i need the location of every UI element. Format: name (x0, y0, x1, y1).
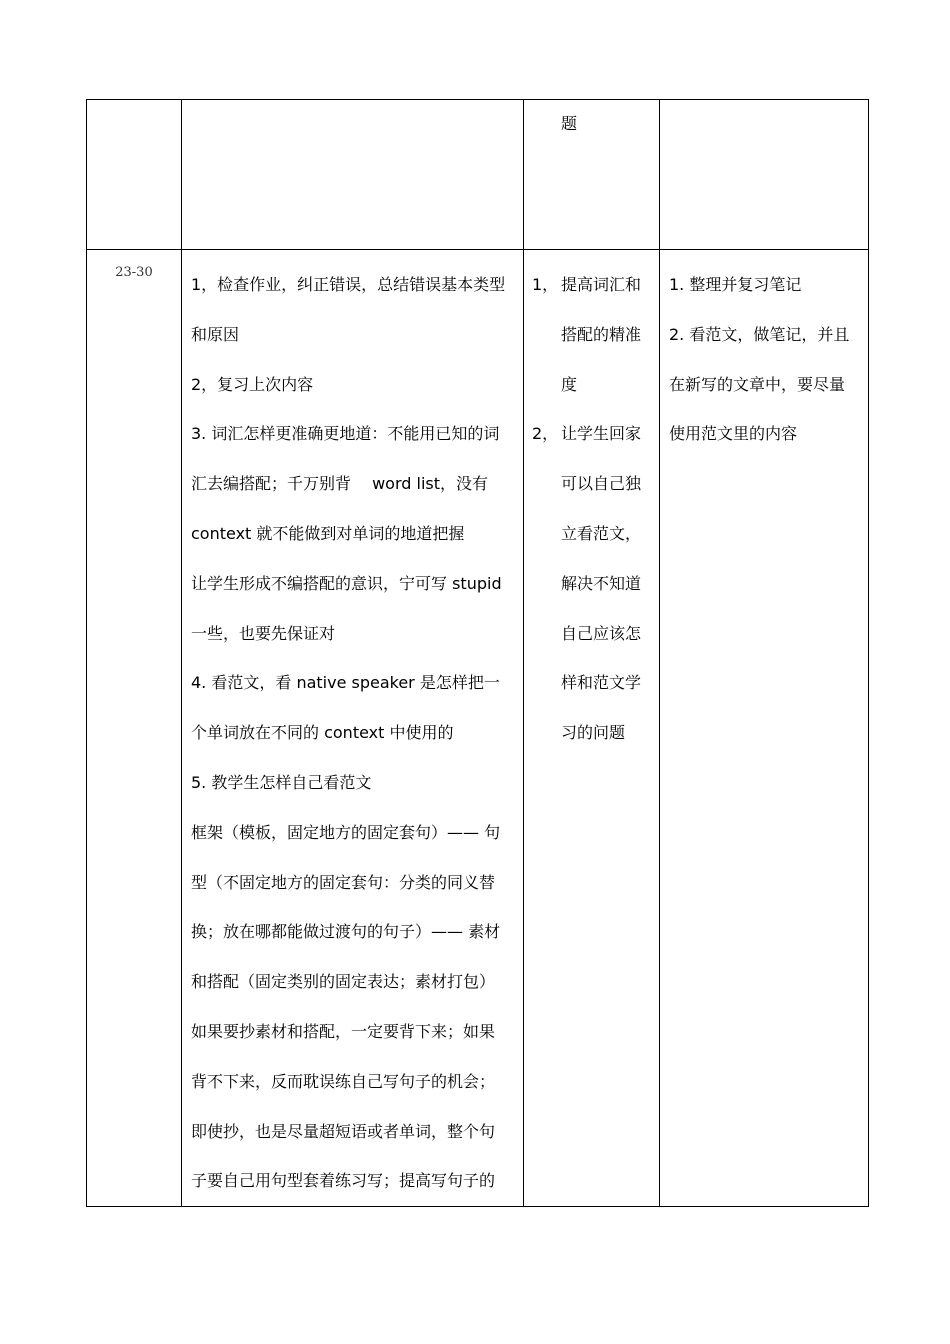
top-homework-cell (660, 100, 869, 250)
content-cell (182, 250, 524, 1207)
content-line: 子要自己用句型套着练习写；提高写句子的 (191, 1171, 496, 1191)
content-line: 4. 看范文，看 native speaker 是怎样把一 (191, 673, 500, 693)
content-line: 型（不固定地方的固定套句：分类的同义替 (191, 872, 496, 892)
content-line: 让学生形成不编搭配的意识，宁可写 stupid (191, 573, 502, 593)
content-line: 和原因 (191, 324, 240, 344)
content-text (182, 250, 523, 1206)
goal-line: 提高词汇和 (561, 275, 642, 294)
table-row (87, 250, 869, 1207)
content-line: 即使抄，也是尽量超短语或者单词，整个句 (191, 1121, 496, 1141)
goal-cell (524, 250, 660, 1207)
top-week-cell (87, 100, 182, 250)
content-line: 一些，也要先保证对 (191, 623, 336, 643)
content-line: 3. 词汇怎样更准确更地道：不能用已知的词 (191, 424, 500, 444)
homework-line: 1. 整理并复习笔记 (669, 275, 802, 294)
week-range: 23-30 (115, 265, 153, 280)
content-line: 5. 教学生怎样自己看范文 (191, 772, 372, 792)
homework-cell (660, 250, 869, 1207)
goal-line: 度 (561, 374, 578, 394)
content-line: 1，检查作业，纠正错误，总结错误基本类型 (191, 275, 506, 294)
content-line: 2，复习上次内容 (191, 374, 314, 394)
goal-line: 可以自己独 (561, 474, 642, 494)
goal-text (524, 250, 659, 758)
goal-continuation-text: 题 (561, 114, 578, 133)
top-content-cell (182, 100, 524, 250)
lesson-plan-table (86, 99, 869, 1207)
goal-number: 2， (532, 424, 559, 444)
content-line: 框架（模板，固定地方的固定套句）—— 句 (191, 822, 501, 842)
goal-line: 搭配的精准 (561, 324, 642, 344)
goal-line: 让学生回家 (561, 424, 642, 444)
goal-line: 自己应该怎 (561, 623, 642, 643)
table-row (87, 100, 869, 250)
goal-line: 习的问题 (561, 723, 626, 743)
content-line: 如果要抄素材和搭配，一定要背下来；如果 (191, 1021, 496, 1041)
content-line: 和搭配（固定类别的固定表达；素材打包） (191, 972, 496, 992)
content-line: 个单词放在不同的 context 中使用的 (191, 723, 454, 743)
homework-text (660, 250, 868, 459)
homework-line: 使用范文里的内容 (669, 424, 798, 444)
goal-number: 1， (532, 275, 559, 294)
top-goal-cell (524, 100, 660, 250)
goal-item (524, 409, 657, 758)
content-line: 汇去编搭配；千万别背 word list，没有 (191, 474, 489, 494)
goal-line: 样和范文学 (561, 673, 642, 693)
content-line: context 就不能做到对单词的地道把握 (191, 523, 465, 543)
homework-line: 在新写的文章中，要尽量 (669, 374, 846, 394)
goal-line: 立看范文， (561, 523, 642, 543)
content-line: 背不下来，反而耽误练自己写句子的机会； (191, 1071, 496, 1091)
homework-line: 2. 看范文，做笔记，并且 (669, 324, 850, 344)
week-cell (87, 250, 182, 1207)
goal-line: 解决不知道 (561, 573, 642, 593)
goal-item (524, 260, 657, 409)
content-line: 换；放在哪都能做过渡句的句子）—— 素材 (191, 922, 501, 942)
